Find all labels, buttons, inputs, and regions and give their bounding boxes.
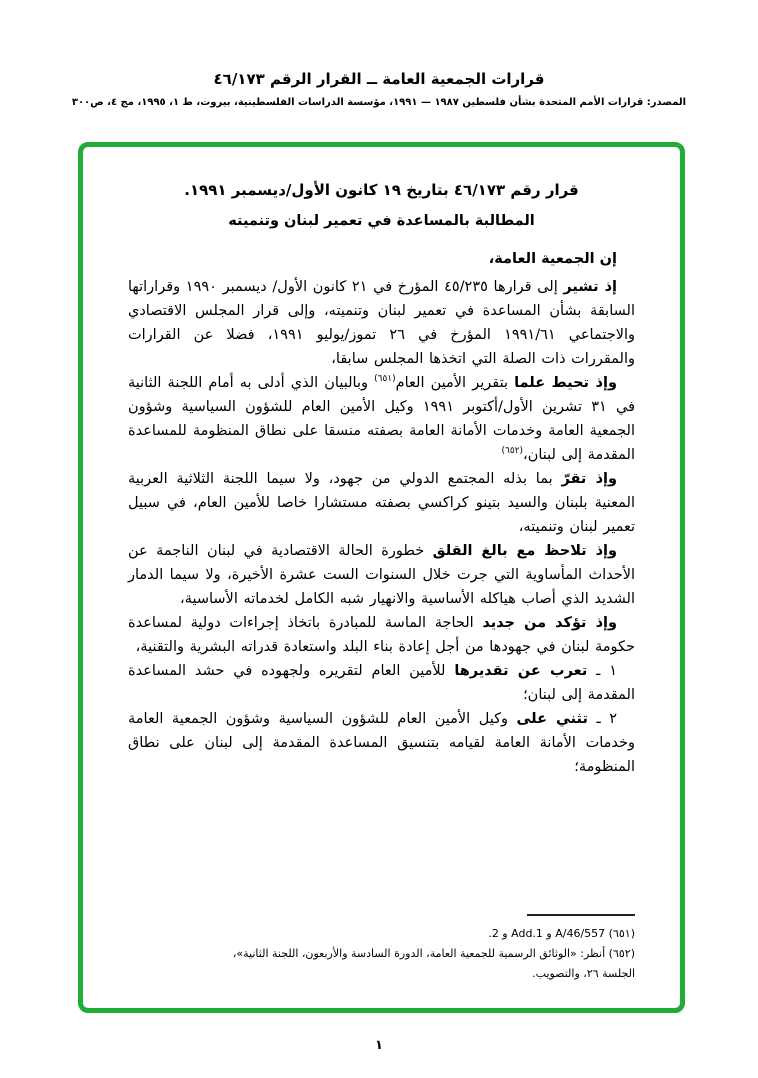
paragraph-text: وكيل الأمين العام للشؤون السياسية وشؤون الجمعية العامة وخدمات الأمانة العامة لقيامه بتنسيق المساعدة المقدمة إلى لبنان على نطاق المنظومة؛ bbox=[128, 711, 635, 775]
paragraph-text: بما بذله المجتمع الدولي من جهود، ولا سيما اللجنة الثلاثية العربية المعنية بلبنان والسيد بتينو كراكسي بصفته مستشارا خاصا للأمين العام، في سبيل تعمير لبنان وتنميته، bbox=[128, 471, 635, 535]
page-number: ١ bbox=[375, 1038, 383, 1053]
source-citation: المصدر: قرارات الأمم المتحدة بشأن فلسطين ١٩٨٧ — ١٩٩١، مؤسسة الدراسات الفلسطينية، بيروت، ط ١، ١٩٩٥، مج ٤، ص٣٠٠ bbox=[71, 97, 687, 108]
paragraph-lead: وإذ تحيط علما bbox=[514, 375, 617, 391]
paragraph-text: خطورة الحالة الاقتصادية في لبنان الناجمة عن الأحداث المأساوية التي جرت خلال السنوات الست عشرة الأخيرة، ولا سيما الدمار الشديد الذي أصاب هياكله الأساسية والانهيار شبه الكامل لخدماته الأساسية، bbox=[128, 543, 635, 607]
resolution-box bbox=[78, 142, 685, 1013]
footnote-reference-651: (٦٥١) bbox=[374, 374, 396, 385]
preamble-paragraph-5 bbox=[128, 611, 635, 659]
operative-paragraph-2 bbox=[128, 707, 635, 779]
footnotes-section bbox=[128, 908, 635, 984]
footnote-text: A/46/557 و Add.1 و 2. bbox=[488, 927, 609, 940]
paragraph-text: وبالبيان الذي أدلى به أمام اللجنة الثانية في ٣١ تشرين الأول/أكتوبر ١٩٩١ وكيل الأمين العام للشؤون السياسية وشؤون الجمعية العامة وخدمات الأمانة العامة بصفته منسقا على نطاق المنظومة للمساعدة المقدمة إلى لبنان، bbox=[128, 375, 635, 463]
paragraph-lead: وإذ تلاحظ مع بالغ القلق bbox=[432, 543, 617, 559]
footnote-marker: (٦٥١) bbox=[608, 927, 635, 940]
footnote-separator-rule bbox=[527, 914, 635, 916]
paragraph-text: بتقرير الأمين العام bbox=[395, 375, 515, 391]
footnote-652 bbox=[203, 944, 635, 984]
paragraph-lead: وإذ تؤكد من جديد bbox=[482, 615, 617, 631]
footnote-text: أنظر: «الوثائق الرسمية للجمعية العامة، الدورة السادسة والأربعون، اللجنة الثانية»، الجلسة ٢٦، والتصويب. bbox=[232, 947, 635, 980]
document-title: قرارات الجمعية العامة ــ القرار الرقم ٤٦/١٧٣ bbox=[213, 70, 545, 88]
paragraph-lead: تثني على bbox=[516, 711, 588, 727]
preamble-paragraph-3 bbox=[128, 467, 635, 539]
preamble-paragraph-2 bbox=[128, 371, 635, 467]
preamble-paragraph-4 bbox=[128, 539, 635, 611]
resolution-subtitle: المطالبة بالمساعدة في تعمير لبنان وتنميته bbox=[228, 213, 535, 229]
footnote-block bbox=[203, 924, 635, 984]
operative-paragraph-1 bbox=[128, 659, 635, 707]
footnote-reference-652: (٦٥٢) bbox=[501, 446, 524, 457]
footnote-marker: (٦٥٢) bbox=[608, 947, 635, 960]
resolution-opening: إن الجمعية العامة، bbox=[488, 251, 617, 267]
paragraph-text: إلى قرارها ٤٥/٢٣٥ المؤرخ في ٢١ كانون الأول/ ديسمبر ١٩٩٠ وقراراتها السابقة بشأن المساعدة في تعمير لبنان وتنميته، وإلى قرار المجلس الاقتصادي والاجتماعي ١٩٩١/٦١ المؤرخ في ٢٦ تموز/يوليو ١٩٩١، فضلا عن القرارات والمقررات ذات الصلة التي اتخذها المجلس سابقا، bbox=[128, 279, 635, 367]
preamble-paragraph-1 bbox=[128, 275, 635, 371]
page-header bbox=[0, 0, 758, 108]
paragraph-lead: إذ تشير bbox=[563, 279, 617, 295]
paragraph-lead: تعرب عن تقديرها bbox=[454, 663, 588, 679]
item-number: ٢ ـ bbox=[587, 711, 618, 727]
paragraph-text: للأمين العام لتقريره ولجهوده في حشد المساعدة المقدمة إلى لبنان؛ bbox=[128, 663, 635, 703]
item-number: ١ ـ bbox=[587, 663, 617, 679]
footnote-651 bbox=[203, 924, 635, 944]
paragraph-text: الحاجة الماسة للمبادرة باتخاذ إجراءات دولية لمساعدة حكومة لبنان في جهودها من أجل إعادة بناء البلد واستعادة قدراته البشرية والتقنية، bbox=[128, 615, 635, 655]
resolution-title: قرار رقم ٤٦/١٧٣ بتاريخ ١٩ كانون الأول/ديسمبر ١٩٩١. bbox=[184, 181, 579, 199]
paragraph-lead: وإذ تقرّ bbox=[561, 471, 618, 487]
